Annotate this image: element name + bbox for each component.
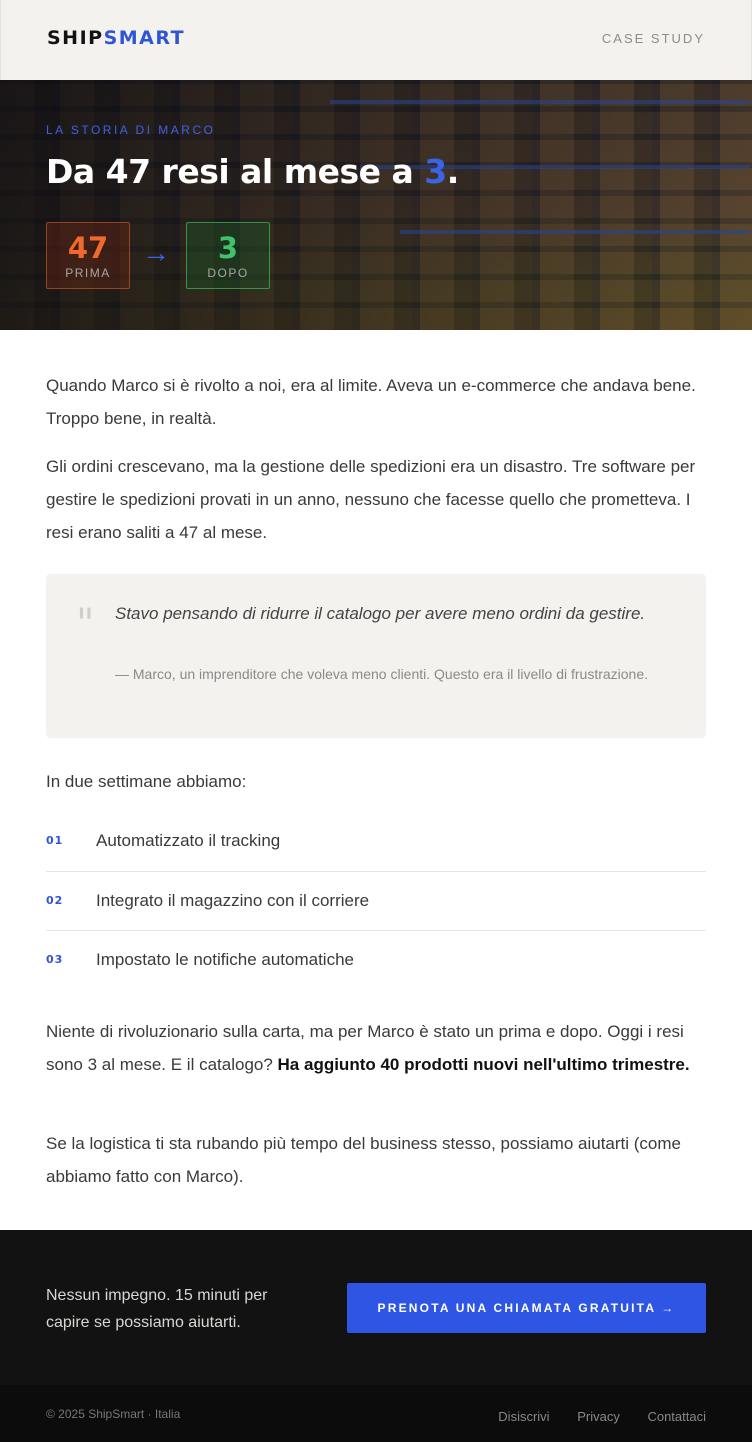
list-item [46,872,706,932]
case-study-tag: CASE STUDY [601,31,705,46]
list-item [46,812,706,872]
paragraph-intro: Quando Marco si è rivolto a noi, era al limite. Aveva un e-commerce che andava bene. Troppo bene, in realtà. [46,376,696,428]
paragraph-result-text: Niente di rivoluzionario sulla carta, ma per Marco è stato un prima e dopo. Oggi i resi sono 3 al mese. E il catalogo? [46,1022,684,1074]
paragraph-result-highlight: Ha aggiunto 40 prodotti nuovi nell'ultimo trimestre. [277,1055,690,1074]
brand-name-part1: SHIP [47,27,104,49]
hero-banner [0,80,752,330]
footer-links [474,1409,706,1424]
quote-text: Stavo pensando di ridurre il catalogo per avere meno ordini da gestire. [115,604,646,623]
footer [0,1385,752,1442]
copyright: © 2025 ShipSmart · Italia [46,1407,181,1421]
hero-title-highlight: 3 [424,152,447,191]
cta-section [0,1230,752,1385]
hero-title-end: . [446,152,459,191]
brand-logo[interactable] [47,27,185,49]
stat-before-label: PRIMA [65,266,111,280]
contact-link[interactable]: Contattaci [647,1409,706,1424]
step-text: Integrato il magazzino con il corriere [96,890,370,910]
step-number: 01 [46,834,64,847]
hero-shelf-decoration [330,100,750,104]
hero-shelf-decoration [400,230,750,234]
email-header [0,0,752,80]
step-number: 02 [46,893,64,907]
stat-after [186,222,270,289]
hero-overline: LA STORIA DI MARCO [46,123,216,137]
paragraph-closing: Se la logistica ti sta rubando più tempo del business stesso, possiamo aiutarti (come abbiamo fatto con Marco). [46,1134,681,1186]
hero-title-start: Da 47 resi al mese a [46,152,425,191]
privacy-link[interactable]: Privacy [577,1409,620,1424]
stat-before [46,222,130,289]
hero-title [46,152,459,191]
steps-intro: In due settimane abbiamo: [46,772,247,791]
quote-mark-icon: " [76,601,95,647]
list-item [46,931,706,991]
stat-after-value: 3 [217,231,239,265]
stat-before-value: 47 [67,231,109,265]
step-text: Automatizzato il tracking [96,831,281,850]
book-call-button[interactable]: PRENOTA UNA CHIAMATA GRATUITA → [347,1283,706,1333]
arrow-right-icon: → [142,237,170,268]
steps-list [46,812,706,991]
paragraph-problem: Gli ordini crescevano, ma la gestione delle spedizioni era un disastro. Tre software per gestire le spedizioni provati in un anno, nessuno che facesse quello che prometteva. I resi erano saliti a 47 al mese. [46,457,696,542]
step-text: Impostato le notifiche automatiche [96,950,354,969]
quote-attribution: — Marco, un imprenditore che voleva meno clienti. Questo era il livello di frustrazione. [115,666,649,682]
brand-name-part2: SMART [103,27,186,49]
cta-text: Nessun impegno. 15 minuti per capire se possiamo aiutarti. [46,1287,268,1331]
step-number: 03 [46,953,64,966]
paragraph-result [46,1015,708,1081]
testimonial-quote [46,574,706,738]
unsubscribe-link[interactable]: Disiscrivi [498,1409,550,1424]
stat-after-label: DOPO [207,266,249,280]
